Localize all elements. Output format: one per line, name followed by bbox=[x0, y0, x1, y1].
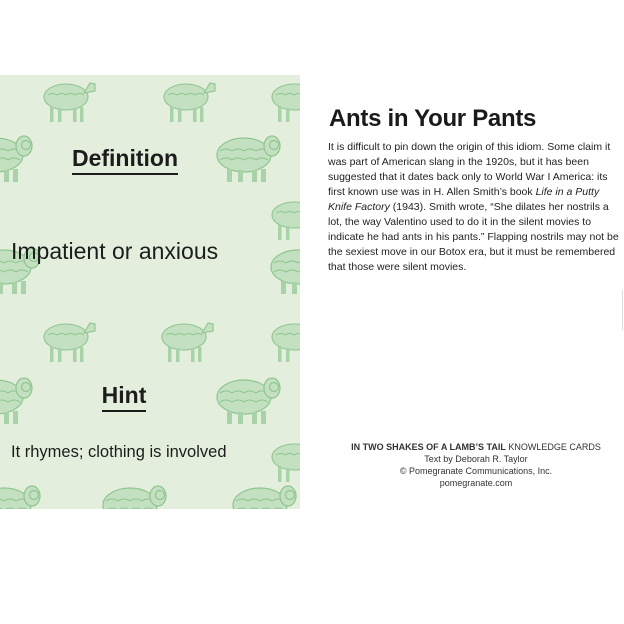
credits bbox=[326, 441, 624, 489]
definition-heading bbox=[0, 145, 250, 175]
author-line: Text by Deborah R. Taylor bbox=[424, 454, 528, 464]
book-title: Life in a Putty Knife Factory bbox=[328, 186, 600, 213]
explanation-part-2: (1943). Smith wrote, “She dilates her nostrils a lot, the way Valentino used to do it in the silent movies to indicate he had ants in his pants.” Flapping nostrils may not be the sexiest move in our Botox era, but it must be remembered that those were silent movies. bbox=[328, 201, 619, 273]
explanation-part-1: It is difficult to pin down the origin of this idiom. Some claim it was part of American slang in the 1920s, but it has been suggested that it dates back only to World War I America: its first known use was in H. Allen Smith’s book bbox=[328, 141, 611, 198]
hint-text: It rhymes; clothing is involved bbox=[11, 443, 227, 461]
card-front bbox=[0, 75, 300, 509]
series-suffix: KNOWLEDGE CARDS bbox=[505, 442, 601, 452]
copyright-line: © Pomegranate Communications, Inc. bbox=[399, 466, 553, 476]
hint-heading bbox=[0, 382, 248, 412]
idiom-explanation bbox=[328, 140, 620, 275]
website-line: pomegranate.com bbox=[439, 478, 513, 488]
hint-heading-text: Hint bbox=[102, 382, 147, 412]
definition-heading-text: Definition bbox=[72, 145, 178, 175]
series-line bbox=[326, 441, 624, 453]
card-edge-mark bbox=[622, 290, 623, 330]
card-back bbox=[300, 75, 624, 509]
idiom-title: Ants in Your Pants bbox=[329, 105, 537, 132]
front-content bbox=[0, 75, 300, 509]
definition-text: Impatient or anxious bbox=[11, 238, 219, 264]
series-title: IN TWO SHAKES OF A LAMB’S TAIL bbox=[351, 442, 506, 452]
